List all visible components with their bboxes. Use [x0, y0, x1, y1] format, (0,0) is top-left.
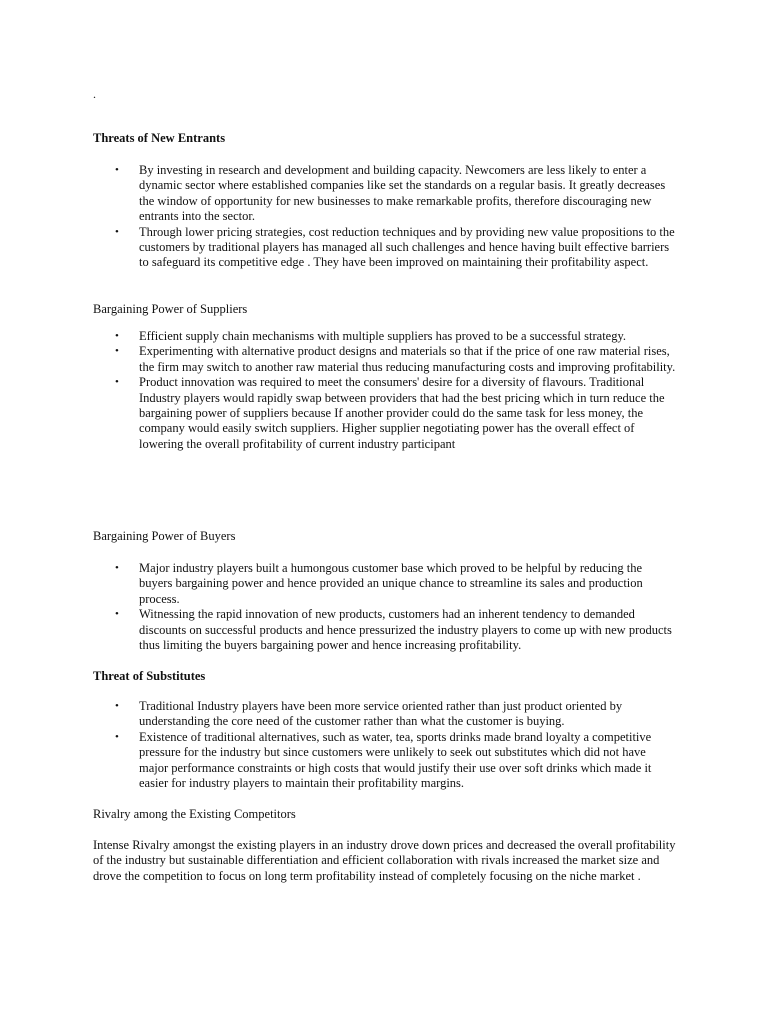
bullet-icon: • — [115, 730, 119, 743]
bullet-icon: • — [115, 345, 119, 358]
list-item-text: Traditional Industry players have been more service oriented rather than just product oriented by understanding the core need of the customer rather than what the customer is buying. — [139, 699, 623, 729]
list-threats-of-new-entrants — [0, 163, 768, 271]
list-item — [0, 163, 676, 225]
list-bargaining-power-of-suppliers — [0, 329, 768, 452]
list-item — [0, 329, 676, 344]
list-item-text: Major industry players built a humongous customer base which proved to be helpful by reducing the buyers bargaining power and hence provided an unique chance to streamline its sales and production process. — [139, 561, 643, 606]
heading-threats-of-new-entrants: Threats of New Entrants — [93, 131, 226, 145]
bullet-icon: • — [115, 225, 119, 238]
paragraph-rivalry: Intense Rivalry amongst the existing players in an industry drove down prices and decreased the overall profitability of the industry but sustainable differentiation and efficient collaboration with rivals increased the market size and drove the competition to focus on long term profitability instead of completely focusing on the niche market . — [93, 838, 676, 883]
list-item-text: Experimenting with alternative product designs and materials so that if the price of one raw material rises, the firm may switch to another raw material thus reducing manufacturing costs and improving profitability. — [139, 344, 676, 374]
list-bargaining-power-of-buyers — [0, 561, 768, 653]
heading-bargaining-power-of-suppliers: Bargaining Power of Suppliers — [93, 302, 248, 316]
heading-rivalry-among-existing-competitors: Rivalry among the Existing Competitors — [93, 807, 296, 821]
bullet-icon: • — [115, 608, 119, 621]
list-item — [0, 730, 676, 792]
list-item — [0, 607, 676, 653]
heading-bargaining-power-of-buyers: Bargaining Power of Buyers — [93, 529, 236, 543]
list-item — [0, 561, 676, 607]
bullet-icon: • — [115, 164, 119, 176]
bullet-icon: • — [115, 562, 119, 574]
bullet-icon: • — [115, 700, 119, 712]
bullet-icon: • — [115, 330, 119, 342]
list-item-text: Through lower pricing strategies, cost reduction techniques and by providing new value propositions to the customers by traditional players has managed all such challenges and hence having built effective barriers to safeguard its competitive edge . They have been improved on maintaining their profitability aspect. — [139, 224, 675, 270]
heading-threat-of-substitutes: Threat of Substitutes — [93, 669, 206, 683]
list-item-text: Product innovation was required to meet the consumers' desire for a diversity of flavours. Traditional Industry players would rapidly swap between providers that had the best pricing which in turn reduce the bargaining power of suppliers because If another provider could do the same task for less money, the company would easily switch suppliers. Higher supplier negotiating power has the overall effect of lowering the overall profitability of current industry participant — [139, 375, 665, 451]
bullet-icon: • — [115, 376, 119, 389]
list-item — [0, 375, 676, 452]
list-threat-of-substitutes — [0, 699, 768, 791]
list-item — [0, 699, 676, 730]
list-item — [0, 225, 676, 271]
list-item — [0, 344, 676, 375]
list-item-text: By investing in research and development and building capacity. Newcomers are less likely to enter a dynamic sector where established companies like set the standards on a regular basis. It greatly decreases the window of opportunity for new businesses to make remarkable profits, therefore discouraging new entrants into the sector. — [139, 163, 666, 224]
list-item-text: Witnessing the rapid innovation of new products, customers had an inherent tendency to demanded discounts on successful products and hence pressurized the industry players to come up with new products thus limiting the buyers bargaining power and hence increasing profitability. — [139, 607, 672, 653]
list-item-text: Existence of traditional alternatives, such as water, tea, sports drinks made brand loyalty a competitive pressure for the industry but since customers were unlikely to seek out substitutes which did not have major performance constraints or high costs that would justify their use over soft drinks which made it easier for industry players to maintain their profitability margins. — [139, 729, 652, 791]
list-item-text: Efficient supply chain mechanisms with multiple suppliers has proved to be a successful strategy. — [139, 329, 627, 343]
stray-mark: . — [93, 87, 96, 101]
